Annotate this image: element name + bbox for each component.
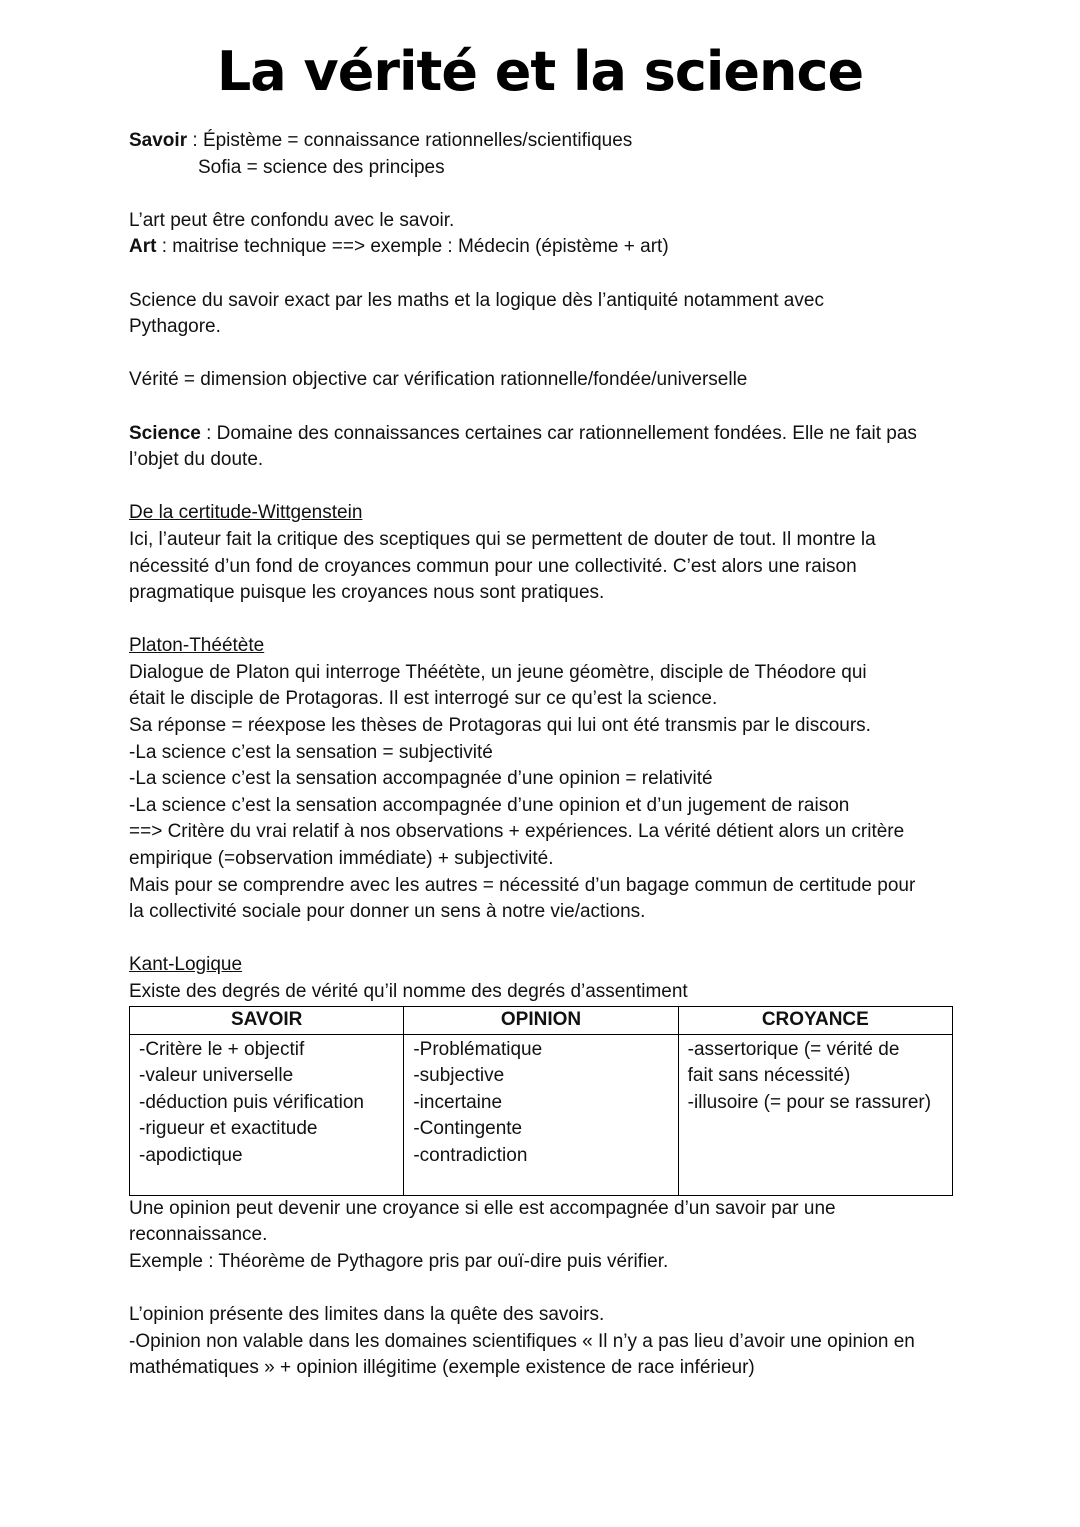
platon-line: Sa réponse = réexpose les thèses de Protagoras qui lui ont été transmis par le discours. [129,715,871,737]
croyance-item: -illusoire (= pour se rassurer) [687,1091,932,1113]
opinion-item: -subjective [413,1065,505,1087]
savoir-item: -déduction puis vérification [139,1091,364,1113]
wittgenstein-line: Ici, l’auteur fait la critique des sceptiques qui se permettent de douter de tout. Il montre la [129,528,876,550]
platon-line: ==> Critère du vrai relatif à nos observations + expériences. La vérité détient alors un critère [129,821,905,843]
kant-example: Exemple : Théorème de Pythagore pris par ouï-dire puis vérifier. [129,1250,669,1272]
savoir-definition-line [129,128,959,155]
wittgenstein-line: pragmatique puisque les croyances nous sont pratiques. [129,582,605,604]
cell-croyance [678,1034,952,1195]
platon-line: était le disciple de Protagoras. Il est interrogé sur ce qu’est la science. [129,688,718,710]
opinion-item: -Problématique [413,1038,543,1060]
kant-after-line: Une opinion peut devenir une croyance si elle est accompagnée d’un savoir par une [129,1197,836,1219]
header-croyance: CROYANCE [678,1006,952,1034]
art-separator: : [156,236,173,258]
platon-line: -La science c’est la sensation accompagnée d’une opinion et d’un jugement de raison [129,794,850,816]
science-exact-line: Pythagore. [129,316,221,338]
kant-intro: Existe des degrés de vérité qu’il nomme des degrés d’assentiment [129,981,688,1002]
opinion-limits-line: -Opinion non valable dans les domaines scientifiques « Il n’y a pas lieu d’avoir une opinion en [129,1330,915,1352]
opinion-limits-line: mathématiques » + opinion illégitime (exemple existence de race inférieur) [129,1357,755,1379]
degrees-table-row [130,1034,953,1195]
science-definition-line [129,421,959,448]
art-term: Art [129,236,157,258]
wittgenstein-line: nécessité d’un fond de croyances commun pour une collectivité. C’est alors une raison [129,555,857,577]
science-exact-line: Science du savoir exact par les maths et la logique dès l’antiquité notamment avec [129,289,824,311]
cell-opinion [404,1034,678,1195]
science-separator: : [200,422,217,444]
platon-line: -La science c’est la sensation = subjectivité [129,741,493,763]
savoir-episteme: Épistème = connaissance rationnelles/scientifiques [202,130,633,151]
savoir-item: -rigueur et exactitude [139,1118,318,1140]
savoir-item: -apodictique [139,1144,243,1166]
science-definition: Domaine des connaissances certaines car rationnellement fondées. Elle ne fait pas [216,422,917,444]
platon-line: la collectivité sociale pour donner un sens à notre vie/actions. [129,901,646,923]
notes-body [129,128,959,1382]
verite-definition: Vérité = dimension objective car vérification rationnelle/fondée/universelle [129,369,748,391]
croyance-item: -assertorique (= vérité de [687,1038,900,1060]
header-opinion: OPINION [404,1006,678,1034]
art-definition: maitrise technique ==> exemple : Médecin (épistème + art) [172,236,669,258]
art-definition-line [129,234,959,261]
platon-line: -La science c’est la sensation accompagnée d’une opinion = relativité [129,768,713,790]
savoir-item: -Critère le + objectif [139,1038,305,1060]
platon-line: Mais pour se comprendre avec les autres = nécessité d’un bagage commun de certitude pour [129,874,916,896]
platon-line: Dialogue de Platon qui interroge Théétète, un jeune géomètre, disciple de Théodore qui [129,661,867,683]
header-savoir: SAVOIR [130,1006,404,1034]
degrees-table-header-row [130,1006,953,1034]
opinion-item: -Contingente [413,1118,523,1140]
art-intro: L’art peut être confondu avec le savoir. [129,209,455,231]
platon-line: empirique (=observation immédiate) + subjectivité. [129,848,554,870]
kant-heading: Kant-Logique [129,954,243,976]
savoir-term: Savoir [129,130,188,151]
croyance-item: fait sans nécessité) [687,1065,851,1087]
cell-savoir [130,1034,404,1195]
kant-after-line: reconnaissance. [129,1224,268,1246]
science-term: Science [129,422,201,444]
savoir-separator: : [187,130,203,151]
opinion-item: -contradiction [413,1144,528,1166]
wittgenstein-heading: De la certitude-Wittgenstein [129,502,363,524]
opinion-limits-line: L’opinion présente des limites dans la quête des savoirs. [129,1303,605,1325]
opinion-item: -incertaine [413,1091,503,1113]
platon-heading: Platon-Théétète [129,635,265,657]
savoir-sofia: Sofia = science des principes [198,156,445,178]
science-definition-cont: l’objet du doute. [129,449,264,471]
page-title: La vérité et la science [216,40,864,103]
savoir-item: -valeur universelle [139,1065,294,1087]
degrees-table [129,1006,953,1196]
